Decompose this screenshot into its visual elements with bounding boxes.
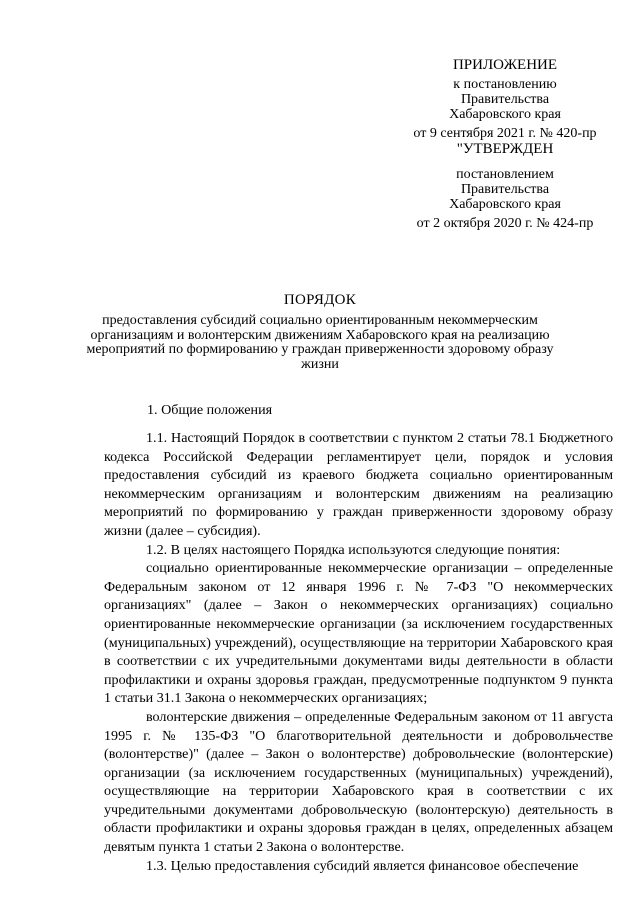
appendix-line-1: к постановлению bbox=[453, 77, 557, 92]
appendix-line-3: Хабаровского края bbox=[449, 107, 561, 122]
paragraph-1-2: 1.2. В целях настоящего Порядка используются следующие понятия: bbox=[146, 541, 561, 558]
paragraph-definition-sonko: социально ориентированные некоммерческие организации – определенные Федеральным законом от 12 января 1996 г. № 7-ФЗ "О некоммерческих организациях" (далее – Закон о некоммерческих организациях) социально ориентированные некоммерческие организации (за исключением государственных (муниципальных) учреждений), осуществляющие на территории Хабаровского края в соответствии с их учредительными документами виды деятельности в области профилактики и охраны здоровья граждан, предусмотренные подпунктом 9 пункта 1 статьи 31.1 Закона о некоммерческих организациях; bbox=[104, 560, 613, 707]
paragraph-definition-volunteer: волонтерские движения – определенные Федеральным законом от 11 августа 1995 г. № 135-ФЗ "О благотворительной деятельности и добровольчестве (волонтерстве)" (далее – Закон о волонтерстве) добровольческие (волонтерские) организации (за исключением государственных (муниципальных) учреждений), осуществляющие на территории Хабаровского края в соответствии с их учредительными документами добровольческую (волонтерскую) деятельность в области профилактики и охраны здоровья граждан в целях, определенных абзацем девятым пункта 1 статьи 2 Закона о волонтерстве. bbox=[104, 708, 613, 856]
approved-block bbox=[380, 142, 630, 231]
approved-line-2: Правительства bbox=[460, 182, 550, 197]
document-title: ПОРЯДОК bbox=[283, 292, 357, 308]
paragraph-1-1: 1.1. Настоящий Порядок в соответствии с пунктом 2 статьи 78.1 Бюджетного кодекса Российской Федерации регламентирует цели, порядок и условия предоставления субсидий из краевого бюджета социально ориентированным некоммерческим организациям и волонтерским движениям на реализацию мероприятий по формированию у граждан приверженности здоровому образу жизни (далее – субсидия). bbox=[104, 430, 613, 539]
document-body bbox=[104, 429, 613, 875]
approved-line-3: Хабаровского края bbox=[449, 197, 561, 212]
approved-line-1: постановлением bbox=[456, 167, 554, 182]
section-heading: 1. Общие положения bbox=[147, 402, 273, 418]
appendix-block bbox=[380, 58, 630, 141]
appendix-line-4: от 9 сентября 2021 г. № 420-пр bbox=[413, 126, 597, 141]
paragraph-1-3: 1.3. Целью предоставления субсидий является финансовое обеспечение bbox=[146, 857, 579, 874]
approved-line-4: от 2 октября 2020 г. № 424-пр bbox=[416, 216, 594, 231]
approved-title: "УТВЕРЖДЕН bbox=[456, 141, 554, 157]
document-subtitle: предоставления субсидий социально ориентированным некоммерческим организациям и волонтерским движениям Хабаровского края на реализацию мероприятий по формированию у граждан приверженности здоровому образу жизни bbox=[86, 313, 554, 372]
appendix-line-2: Правительства bbox=[460, 92, 550, 107]
appendix-title: ПРИЛОЖЕНИЕ bbox=[452, 57, 558, 73]
